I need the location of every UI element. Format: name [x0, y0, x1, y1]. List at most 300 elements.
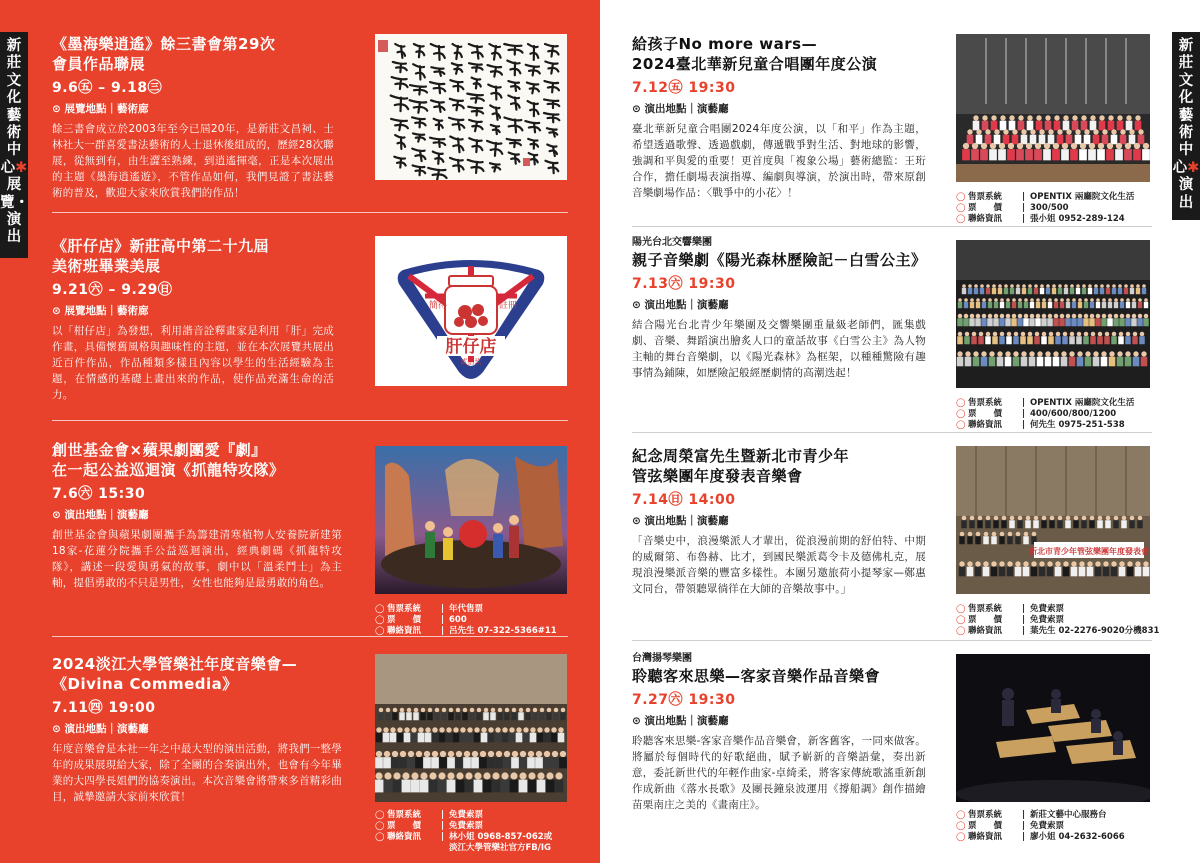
person-body	[1089, 520, 1095, 528]
person-body	[1126, 121, 1133, 131]
person-head	[1081, 115, 1086, 120]
person-head	[1125, 351, 1130, 356]
person-head	[424, 751, 430, 757]
person-body	[1082, 288, 1086, 294]
left-tab-text-b: 展覽・演出	[0, 177, 29, 246]
person-body	[474, 733, 481, 743]
person-head	[1088, 284, 1092, 288]
person-body	[999, 567, 1006, 577]
person-head	[1008, 143, 1014, 149]
person-head	[1126, 332, 1131, 337]
person-body	[509, 733, 516, 743]
person-head	[983, 561, 988, 566]
event-title-line1: 創世基金會×蘋果劇團愛『劇』	[52, 441, 267, 459]
person-body	[383, 757, 391, 768]
person-head	[973, 115, 978, 120]
person-body	[384, 780, 393, 793]
person-head	[1129, 129, 1134, 134]
person-body	[1119, 318, 1125, 326]
person-head	[1052, 284, 1056, 288]
person-body	[1039, 567, 1046, 577]
person-head	[1012, 314, 1017, 319]
ticket-bullet-icon: ◯	[375, 626, 385, 636]
person-body	[989, 357, 996, 367]
person-head	[1108, 298, 1112, 302]
person-body	[1029, 318, 1035, 326]
person-body	[1015, 567, 1022, 577]
person-head	[1023, 561, 1028, 566]
person-head	[1106, 284, 1110, 288]
person-body	[527, 757, 535, 768]
person-body	[1144, 302, 1148, 308]
person-head	[1049, 332, 1054, 337]
person-head	[1112, 284, 1116, 288]
ticket-bullet-icon: ◯	[956, 409, 966, 419]
person-body	[432, 733, 439, 743]
person-body	[983, 536, 989, 544]
person-head	[1021, 129, 1026, 134]
person-head	[1142, 284, 1146, 288]
person-head	[1134, 143, 1140, 149]
person-head	[1111, 561, 1116, 566]
person-body	[1114, 302, 1118, 308]
person-body	[1003, 135, 1010, 145]
person-head	[1056, 332, 1061, 337]
person-head	[1077, 332, 1082, 337]
person-head	[1109, 351, 1114, 356]
ticket-row	[375, 810, 575, 821]
person-body	[1017, 520, 1023, 528]
person-head	[1102, 298, 1106, 302]
person-head	[1066, 129, 1071, 134]
person-body	[1007, 149, 1015, 160]
person-body	[1126, 302, 1130, 308]
person-head	[1047, 561, 1052, 566]
person-head	[1106, 516, 1111, 521]
person-head	[1012, 298, 1016, 302]
person-head	[1039, 129, 1044, 134]
person-head	[1108, 115, 1113, 120]
person-head	[440, 751, 446, 757]
event-date: 7.27㊅ 19:30	[632, 692, 736, 708]
person-head	[1078, 314, 1083, 319]
person-body	[1133, 149, 1141, 160]
person-head	[1030, 129, 1035, 134]
person-head	[402, 772, 409, 779]
person-body	[1113, 318, 1119, 326]
person-head	[989, 351, 994, 356]
person-body	[1081, 121, 1088, 131]
person-head	[958, 298, 962, 302]
person-head	[982, 115, 987, 120]
person-body	[1093, 135, 1100, 145]
person-head	[978, 516, 983, 521]
person-head	[481, 727, 486, 732]
ticket-bullet-icon: ◯	[956, 821, 966, 831]
person-body	[483, 780, 492, 793]
person-body	[1055, 336, 1061, 344]
person-body	[402, 780, 411, 793]
person-head	[1060, 314, 1065, 319]
person-body	[1104, 336, 1110, 344]
event-description: 臺北華新兒童合唱團2024年度公演，以「和平」作為主題，希望透過歌聲、透過戲劇，傳遞戰爭對生活、對地球的影響，強調和平與愛的重要！更首度與「複象公場」藝術總監：王珩合作，擔任劇場表演指導、編劇與導演，於演出時，帶來原創音樂劇場作品：〈戰爭中的小花〉！	[632, 123, 926, 199]
person-head	[420, 772, 427, 779]
person-body	[1024, 302, 1028, 308]
person-body	[1097, 520, 1103, 528]
person-body	[1065, 318, 1071, 326]
person-head	[1111, 129, 1116, 134]
person-head	[984, 532, 989, 537]
person-head	[985, 129, 990, 134]
ticket-info-hakka	[956, 810, 1196, 843]
person-body	[982, 121, 989, 131]
person-head	[982, 298, 986, 302]
person-head	[384, 772, 391, 779]
person-body	[994, 302, 998, 308]
person-body	[511, 757, 519, 768]
person-body	[439, 733, 446, 743]
person-body	[969, 318, 975, 326]
person-head	[968, 284, 972, 288]
person-body	[427, 712, 433, 720]
person-body	[1009, 121, 1016, 131]
venue-icon: ⊙	[632, 515, 645, 527]
person-head	[1000, 298, 1004, 302]
person-head	[1144, 314, 1149, 319]
person-head	[477, 708, 482, 713]
person-body	[1006, 336, 1012, 344]
person-body	[991, 536, 997, 544]
person-head	[1103, 561, 1108, 566]
person-head	[1085, 351, 1090, 356]
person-head	[1130, 284, 1134, 288]
person-body	[986, 288, 990, 294]
person-head	[979, 332, 984, 337]
person-body	[1045, 121, 1052, 131]
person-body	[1036, 302, 1040, 308]
person-body	[967, 567, 974, 577]
right-side-tab	[1172, 32, 1200, 220]
person-body	[1066, 302, 1070, 308]
person-body	[553, 712, 559, 720]
event-title-line1: 給孩子No more wars—	[632, 35, 818, 53]
person-head	[1138, 516, 1143, 521]
ticket-value: 新莊文藝中心服務台	[1030, 810, 1107, 820]
person-head	[976, 129, 981, 134]
person-head	[1032, 532, 1037, 537]
ticket-bullet-icon: ◯	[375, 615, 385, 625]
event-presenter: 台灣揚琴樂團	[632, 653, 692, 664]
person-body	[957, 318, 963, 326]
ticket-label: 售票系統	[387, 604, 422, 614]
person-body	[991, 567, 998, 577]
person-body	[1015, 536, 1021, 544]
person-head	[1021, 351, 1026, 356]
person-head	[526, 708, 531, 713]
person-body	[1083, 318, 1089, 326]
person-head	[414, 708, 419, 713]
ticket-separator: |	[1022, 604, 1026, 614]
person-head	[1066, 516, 1071, 521]
divider	[52, 636, 568, 637]
person-head	[1017, 143, 1023, 149]
person-head	[970, 516, 975, 521]
person-body	[1025, 149, 1033, 160]
event-venue	[632, 513, 926, 529]
ticket-label: 票 價	[968, 615, 1003, 625]
person-head	[491, 708, 496, 713]
person-head	[1035, 332, 1040, 337]
ticket-separator: |	[1022, 192, 1026, 202]
person-body	[1124, 149, 1132, 160]
person-body	[1072, 302, 1076, 308]
person-body	[544, 733, 551, 743]
ticket-separator: |	[1022, 203, 1026, 213]
person-head	[958, 314, 963, 319]
person-head	[1062, 143, 1068, 149]
event-venue	[632, 713, 926, 729]
person-head	[1058, 516, 1063, 521]
person-body	[1021, 357, 1028, 367]
person-head	[456, 751, 462, 757]
person-head	[964, 314, 969, 319]
person-head	[449, 708, 454, 713]
person-body	[1073, 520, 1079, 528]
person-body	[1043, 149, 1051, 160]
person-head	[1077, 351, 1082, 356]
left-tab-text-a: 新莊文化藝術中心	[0, 38, 22, 176]
venue-label: 演出地點｜演藝廳	[644, 103, 729, 115]
person-head	[970, 314, 975, 319]
person-body	[439, 757, 447, 768]
person-body	[959, 567, 966, 577]
person-body	[1057, 135, 1064, 145]
person-head	[1018, 298, 1022, 302]
person-body	[958, 302, 962, 308]
person-body	[1016, 149, 1024, 160]
ticket-separator: |	[441, 604, 445, 614]
person-head	[386, 708, 391, 713]
person-head	[537, 772, 544, 779]
person-body	[519, 757, 527, 768]
person-head	[544, 751, 550, 757]
person-body	[993, 520, 999, 528]
person-head	[974, 284, 978, 288]
person-head	[986, 332, 991, 337]
person-body	[1111, 567, 1118, 577]
person-body	[1125, 357, 1132, 367]
person-head	[1015, 561, 1020, 566]
person-body	[483, 712, 489, 720]
ticket-row	[956, 810, 1196, 821]
divider	[52, 212, 568, 213]
person-head	[1141, 351, 1146, 356]
person-head	[1054, 314, 1059, 319]
person-body	[1111, 336, 1117, 344]
person-body	[539, 712, 545, 720]
person-body	[1023, 567, 1030, 577]
ticket-separator: |	[441, 626, 445, 636]
youth-orchestra-art	[956, 446, 1150, 594]
venue-label: 演出地點｜演藝廳	[644, 299, 729, 311]
divider	[632, 432, 1152, 433]
person-body	[1094, 288, 1098, 294]
person-body	[1102, 302, 1106, 308]
person-body	[1076, 336, 1082, 344]
person-body	[999, 318, 1005, 326]
person-head	[1000, 314, 1005, 319]
person-body	[1034, 288, 1038, 294]
ticket-bullet-icon: ◯	[375, 810, 385, 820]
person-head	[1087, 561, 1092, 566]
person-body	[994, 135, 1001, 145]
ticket-label: 票 價	[968, 821, 1003, 831]
ticket-info-musical	[956, 398, 1186, 431]
person-head	[960, 532, 965, 537]
person-head	[555, 772, 562, 779]
person-body	[991, 121, 998, 131]
person-body	[964, 336, 970, 344]
person-body	[1042, 302, 1046, 308]
person-head	[1070, 332, 1075, 337]
person-body	[1135, 121, 1142, 131]
person-head	[1031, 561, 1036, 566]
person-body	[502, 733, 509, 743]
person-head	[1132, 298, 1136, 302]
person-body	[455, 757, 463, 768]
person-head	[1101, 351, 1106, 356]
person-head	[460, 727, 465, 732]
right-tab-star: ✱	[1187, 159, 1200, 176]
person-head	[488, 751, 494, 757]
ticket-value: 免費索票	[1030, 604, 1065, 614]
ticket-row	[375, 843, 575, 854]
person-head	[1003, 129, 1008, 134]
person-body	[1105, 520, 1111, 528]
ticket-separator: |	[441, 810, 445, 820]
person-head	[438, 772, 445, 779]
person-body	[1005, 318, 1011, 326]
person-head	[1006, 298, 1010, 302]
person-body	[1135, 567, 1142, 577]
event-venue	[52, 721, 342, 737]
choir-photo	[956, 34, 1150, 182]
event-title-line1: 親子音樂劇《陽光森林歷險記－白雪公主》	[632, 251, 927, 269]
person-body	[1093, 357, 1100, 367]
person-head	[1124, 284, 1128, 288]
ticket-row	[956, 420, 1186, 431]
person-head	[1138, 314, 1143, 319]
person-body	[973, 357, 980, 367]
orchestra-banner-text: 新北市青少年管弦樂團年度發表會	[1029, 547, 1149, 556]
person-head	[1090, 314, 1095, 319]
person-body	[383, 733, 390, 743]
person-head	[547, 708, 552, 713]
person-head	[1076, 284, 1080, 288]
person-head	[1055, 561, 1060, 566]
event-title-line1: 聆聽客來思樂—客家音樂作品音樂會	[632, 667, 881, 685]
person-body	[1047, 318, 1053, 326]
person-body	[1102, 135, 1109, 145]
person-head	[1036, 314, 1041, 319]
person-body	[1077, 318, 1083, 326]
person-body	[1006, 302, 1010, 308]
event-date: 7.14㊐ 14:00	[632, 492, 736, 508]
ticket-separator: |	[1022, 821, 1026, 831]
person-body	[1084, 135, 1091, 145]
ticket-label: 聯絡資訊	[968, 626, 1003, 636]
event-title-line1: 《墨海樂逍遙》餘三書會第29次	[52, 35, 276, 53]
event-family-musical	[632, 236, 926, 381]
person-body	[551, 733, 558, 743]
divider	[632, 640, 1152, 641]
ticket-separator: |	[1022, 626, 1026, 636]
person-body	[1035, 318, 1041, 326]
person-body	[558, 733, 565, 743]
person-head	[1024, 298, 1028, 302]
ticket-bullet-icon: ◯	[956, 626, 966, 636]
person-head	[1125, 143, 1131, 149]
person-head	[408, 751, 414, 757]
person-body	[1085, 357, 1092, 367]
event-date: 9.21㊅ – 9.29㊐	[52, 282, 173, 298]
person-head	[1072, 314, 1077, 319]
person-head	[474, 727, 479, 732]
venue-icon: ⊙	[52, 509, 65, 521]
person-body	[1030, 135, 1037, 145]
person-body	[1000, 302, 1004, 308]
person-body	[1066, 135, 1073, 145]
person-head	[1132, 314, 1137, 319]
theater-art	[375, 446, 567, 594]
person-body	[488, 733, 495, 743]
person-head	[1084, 129, 1089, 134]
person-body	[1001, 520, 1007, 528]
person-head	[994, 129, 999, 134]
person-body	[1030, 302, 1034, 308]
person-body	[1108, 302, 1112, 308]
venue-label: 演出地點｜演藝廳	[64, 723, 149, 735]
person-head	[544, 727, 549, 732]
person-body	[978, 336, 984, 344]
person-head	[474, 772, 481, 779]
calligraphy-image	[375, 34, 567, 180]
person-body	[1021, 135, 1028, 145]
person-head	[976, 532, 981, 537]
person-body	[471, 757, 479, 768]
person-head	[448, 751, 454, 757]
person-head	[965, 351, 970, 356]
ticket-separator: |	[1022, 810, 1026, 820]
person-body	[1041, 318, 1047, 326]
ticket-bullet-icon: ◯	[956, 203, 966, 213]
ticket-value: 免費索票	[449, 821, 484, 831]
person-head	[1042, 332, 1047, 337]
person-body	[1036, 121, 1043, 131]
event-date: 9.6㊄ – 9.18㊂	[52, 80, 163, 96]
person-body	[983, 567, 990, 577]
person-body	[1071, 567, 1078, 577]
person-head	[1042, 298, 1046, 302]
person-head	[1036, 115, 1041, 120]
person-body	[495, 757, 503, 768]
person-head	[1069, 351, 1074, 356]
ticket-label: 售票系統	[968, 810, 1003, 820]
event-title-line1: 紀念周榮富先生暨新北市青少年	[632, 447, 850, 465]
person-body	[1132, 336, 1138, 344]
person-head	[1008, 532, 1013, 537]
person-body	[977, 520, 983, 528]
